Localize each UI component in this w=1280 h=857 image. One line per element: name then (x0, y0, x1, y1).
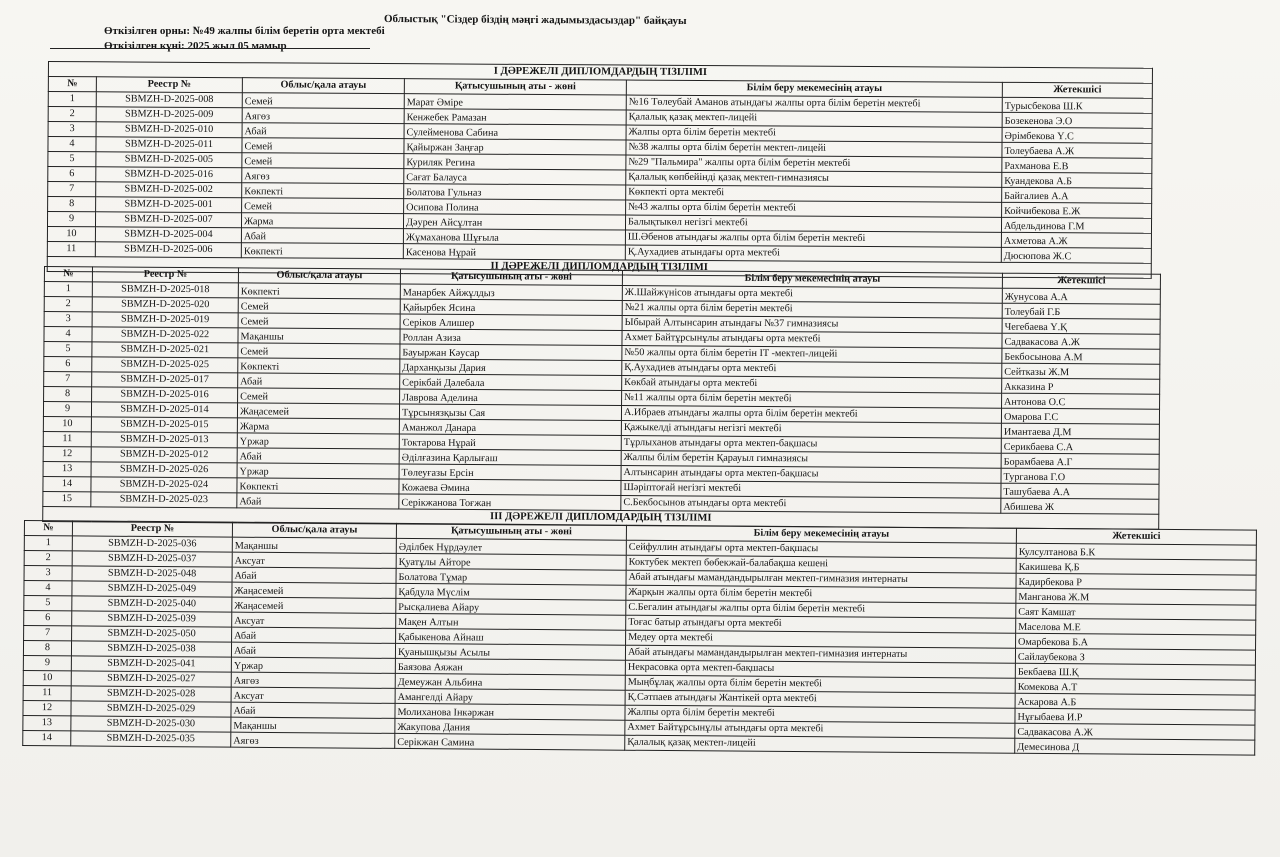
supervisor-name: Бозекенова Э.О (1002, 112, 1152, 128)
column-header-region: Облыс/қала атауы (242, 78, 404, 94)
region-name: Семей (238, 298, 400, 314)
registry-number: SBMZH-D-2025-028 (71, 686, 231, 702)
supervisor-name: Садвакасова А.Ж (1015, 723, 1255, 740)
supervisor-name: Куандекова А.Б (1002, 172, 1152, 188)
school-name: А.Ибраев атындағы жалпы орта білім беретін мектебі (621, 406, 1001, 424)
registry-number: SBMZH-D-2025-011 (96, 137, 242, 153)
row-number: 6 (44, 357, 92, 372)
school-name: Абай атындағы мамандандырылған мектеп-гимназия интернаты (626, 570, 1016, 588)
row-number: 4 (48, 137, 96, 152)
registry-number: SBMZH-D-2025-049 (72, 581, 232, 597)
school-name: Қажыкелді атындағы негізгі мектебі (621, 421, 1001, 439)
school-name: №11 жалпы орта білім беретін мектебі (622, 391, 1002, 409)
region-name: Мақаншы (238, 328, 400, 344)
school-name: Сейфуллин атындағы орта мектеп-бақшасы (626, 540, 1016, 558)
participant-name: Демеужан Альбина (395, 673, 625, 690)
column-header-number: № (24, 521, 72, 536)
document-title: Облыстық "Сіздер біздің мәңгі жадымыздасыздар" байқауы (384, 12, 687, 28)
region-name: Көкпекті (242, 183, 404, 199)
registry-number: SBMZH-D-2025-019 (92, 312, 238, 328)
participant-name: Молиханова Інкәржан (395, 703, 625, 720)
region-name: Көкпекті (238, 358, 400, 374)
participant-name: Манарбек Айжұлдыз (400, 284, 622, 301)
registry-number: SBMZH-D-2025-010 (96, 122, 242, 138)
header-underline (50, 48, 370, 49)
participant-name: Сағат Балауса (404, 169, 626, 185)
column-header-school: Білім беру мекемесінің атауы (622, 271, 1002, 289)
diploma-table-second-degree (42, 266, 1161, 530)
supervisor-name: Турысбекова Ш.К (1002, 97, 1152, 113)
registry-number: SBMZH-D-2025-001 (96, 197, 242, 213)
school-name: №16 Төлеубай Аманов атындағы жалпы орта білім беретін мектебі (626, 95, 1002, 112)
participant-name: Тұрсынязқызы Сая (399, 404, 621, 421)
school-name: Ахмет Байтұрсынұлы атындағы орта мектебі (625, 720, 1015, 738)
participant-name: Болатова Гульназ (404, 184, 626, 200)
region-name: Үржар (237, 463, 399, 479)
diploma-table-third-degree (22, 520, 1257, 756)
row-number: 15 (43, 491, 91, 506)
supervisor-name: Рахманова Е.В (1002, 157, 1152, 173)
row-number: 1 (24, 536, 72, 551)
column-header-participant: Қатысушының аты - жөні (400, 269, 622, 286)
supervisor-name: Серикбаева С.А (1001, 438, 1159, 454)
row-number: 5 (44, 342, 92, 357)
supervisor-name: Жунусова А.А (1002, 288, 1160, 304)
supervisor-name: Сейтказы Ж.М (1002, 363, 1160, 379)
registry-number: SBMZH-D-2025-026 (91, 462, 237, 478)
region-name: Мақаншы (232, 537, 396, 553)
row-number: 10 (23, 670, 71, 685)
participant-name: Роллан Азиза (400, 329, 622, 346)
column-header-supervisor: Жетекшісі (1002, 273, 1160, 289)
supervisor-name: Байгалиев А.А (1002, 187, 1152, 203)
row-number: 1 (48, 92, 96, 107)
row-number: 5 (24, 596, 72, 611)
registry-number: SBMZH-D-2025-015 (91, 417, 237, 433)
school-name: Қ.Аухадиев атындағы орта мектебі (625, 245, 1001, 262)
supervisor-name: Маселова М.Е (1016, 618, 1256, 635)
supervisor-name: Комекова А.Т (1015, 678, 1255, 695)
region-name: Семей (242, 93, 404, 109)
participant-name: Жұмаханова Шұғыла (403, 229, 625, 245)
registry-number: SBMZH-D-2025-022 (92, 327, 238, 343)
region-name: Жарма (241, 213, 403, 229)
registry-number: SBMZH-D-2025-023 (91, 492, 237, 508)
row-number: 9 (43, 402, 91, 417)
supervisor-name: Бекбаева Ш.Қ (1015, 663, 1255, 680)
supervisor-name: Чегебаева Ү.Қ (1002, 318, 1160, 334)
supervisor-name: Ташубаева А.А (1001, 483, 1159, 499)
school-name: Жалпы орта білім беретін мектебі (625, 705, 1015, 723)
column-header-registry: Реестр № (96, 77, 242, 93)
school-name: Коктубек мектеп бөбекжай-балабақша кешені (626, 555, 1016, 573)
registry-number: SBMZH-D-2025-039 (72, 611, 232, 627)
region-name: Абай (242, 123, 404, 139)
region-name: Семей (238, 343, 400, 359)
supervisor-name: Антонова О.С (1002, 393, 1160, 409)
participant-name: Әділғазина Қарлығаш (399, 449, 621, 466)
region-name: Семей (238, 313, 400, 329)
region-name: Үржар (237, 433, 399, 449)
school-name: Медеу орта мектебі (626, 630, 1016, 648)
row-number: 5 (48, 152, 96, 167)
region-name: Семей (238, 388, 400, 404)
row-number: 11 (43, 431, 91, 446)
supervisor-name: Койчибекова Е.Ж (1002, 202, 1152, 218)
school-name: Ахмет Байтұрсынұлы атындағы орта мектебі (622, 331, 1002, 349)
row-number: 6 (24, 611, 72, 626)
region-name: Абай (237, 448, 399, 464)
registry-number: SBMZH-D-2025-037 (72, 551, 232, 567)
row-number: 11 (47, 241, 95, 256)
school-name: Жалпы білім беретін Қарауыл гимназиясы (621, 451, 1001, 469)
school-name: Жалпы орта білім беретін мектебі (626, 125, 1002, 142)
region-name: Аксуат (232, 612, 396, 628)
registry-number: SBMZH-D-2025-016 (92, 387, 238, 403)
registry-number: SBMZH-D-2025-002 (96, 182, 242, 198)
registry-number: SBMZH-D-2025-009 (96, 107, 242, 123)
school-name: Некрасовка орта мектеп-бақшасы (625, 660, 1015, 678)
region-name: Үржар (231, 657, 395, 673)
region-name: Көкпекті (238, 283, 400, 299)
participant-name: Серікбай Дәлебала (400, 374, 622, 391)
school-name: Көкпекті орта мектебі (626, 185, 1002, 202)
supervisor-name: Садвакасова А.Ж (1002, 333, 1160, 349)
participant-name: Серіков Алишер (400, 314, 622, 331)
registry-number: SBMZH-D-2025-018 (92, 282, 238, 298)
registry-number: SBMZH-D-2025-021 (92, 342, 238, 358)
supervisor-name: Толеубай Г.Б (1002, 303, 1160, 319)
registry-number: SBMZH-D-2025-050 (72, 626, 232, 642)
section-title: І ДӘРЕЖЕЛІ ДИПЛОМДАРДЫҢ ТІЗІЛІМІ (48, 62, 1152, 84)
supervisor-name: Толеубаева А.Ж (1002, 142, 1152, 158)
school-name: Ш.Әбенов атындағы жалпы орта білім беретін мектебі (625, 230, 1001, 247)
registry-number: SBMZH-D-2025-004 (95, 227, 241, 243)
row-number: 14 (43, 476, 91, 491)
row-number: 10 (47, 226, 95, 241)
supervisor-name: Нұғыбаева И.Р (1015, 708, 1255, 725)
participant-name: Қайыржан Заңғар (404, 139, 626, 155)
registry-number: SBMZH-D-2025-030 (71, 716, 231, 732)
registry-number: SBMZH-D-2025-012 (91, 447, 237, 463)
supervisor-name: Аскарова А.Б (1015, 693, 1255, 710)
column-header-participant: Қатысушының аты - жөні (396, 523, 626, 540)
participant-name: Қайырбек Ясина (400, 299, 622, 316)
venue-line: Өткізілген орны: №49 жалпы білім беретін орта мектебі (104, 25, 385, 37)
registry-number: SBMZH-D-2025-029 (71, 701, 231, 717)
row-number: 9 (47, 212, 95, 227)
column-header-region: Облыс/қала атауы (232, 522, 396, 538)
supervisor-name: Абишева Ж (1001, 498, 1159, 514)
column-header-number: № (48, 77, 96, 92)
row-number: 2 (24, 551, 72, 566)
region-name: Аягөз (242, 168, 404, 184)
region-name: Семей (242, 153, 404, 169)
school-name: Ж.Шайжүнісов атындағы орта мектебі (622, 286, 1002, 304)
supervisor-name: Бекбосынова А.М (1002, 348, 1160, 364)
registry-number: SBMZH-D-2025-005 (96, 152, 242, 168)
registry-number: SBMZH-D-2025-016 (96, 167, 242, 183)
registry-number: SBMZH-D-2025-006 (95, 242, 241, 258)
region-name: Көкпекті (241, 243, 403, 259)
participant-name: Аманжол Данара (399, 419, 621, 436)
supervisor-name: Какишева Қ.Б (1016, 558, 1256, 575)
registry-number: SBMZH-D-2025-041 (71, 656, 231, 672)
school-name: Абай атындағы мамандандырылған мектеп-гимназия интернаты (625, 645, 1015, 663)
region-name: Абай (231, 702, 395, 718)
region-name: Жаңасемей (232, 582, 396, 598)
supervisor-name: Кулсултанова Б.К (1016, 543, 1256, 560)
supervisor-name: Имантаева Д.М (1001, 423, 1159, 439)
region-name: Жаңасемей (232, 597, 396, 613)
registry-number: SBMZH-D-2025-038 (71, 641, 231, 657)
participant-name: Бауыржан Кәусар (400, 344, 622, 361)
school-name: Қ.Аухадиев атындағы орта мектебі (622, 361, 1002, 379)
table-body (47, 62, 1152, 279)
participant-name: Дарханқызы Дария (400, 359, 622, 376)
row-number: 7 (48, 182, 96, 197)
row-number: 7 (44, 372, 92, 387)
registry-number: SBMZH-D-2025-020 (92, 297, 238, 313)
school-name: Алтынсарин атындағы орта мектеп-бақшасы (621, 466, 1001, 484)
row-number: 1 (44, 282, 92, 297)
participant-name: Кожаева Әмина (399, 479, 621, 496)
school-name: Тоғас батыр атындағы орта мектебі (626, 615, 1016, 633)
region-name: Семей (242, 198, 404, 214)
section-title: ІІ ДӘРЕЖЕЛІ ДИПЛОМДАРДЫҢ ТІЗІЛІМІ (47, 256, 1151, 278)
row-number: 2 (44, 297, 92, 312)
diploma-table-first-degree (47, 61, 1153, 279)
section-title: ІІІ ДӘРЕЖЕЛІ ДИПЛОМДАРДЫҢ ТІЗІЛІМІ (43, 506, 1159, 529)
participant-name: Қуанышқызы Асылы (395, 643, 625, 660)
registry-number: SBMZH-D-2025-036 (72, 536, 232, 552)
region-name: Аягөз (231, 732, 395, 748)
registry-number: SBMZH-D-2025-040 (72, 596, 232, 612)
supervisor-name: Абдельдинова Г.М (1001, 217, 1151, 233)
row-number: 8 (23, 641, 71, 656)
school-name: Қалалық қазақ мектеп-лицейі (625, 735, 1015, 753)
participant-name: Амангелді Айару (395, 688, 625, 705)
row-number: 12 (23, 700, 71, 715)
participant-name: Марат Әміре (404, 94, 626, 110)
participant-name: Баязова Аяжан (395, 658, 625, 675)
row-number: 13 (23, 715, 71, 730)
school-name: Мыңбұлақ жалпы орта білім беретін мектебі (625, 675, 1015, 693)
region-name: Семей (242, 138, 404, 154)
row-number: 3 (44, 312, 92, 327)
region-name: Абай (241, 228, 403, 244)
registry-number: SBMZH-D-2025-024 (91, 477, 237, 493)
row-number: 4 (44, 327, 92, 342)
supervisor-name: Омарова Г.С (1001, 408, 1159, 424)
column-header-school: Білім беру мекемесінің атауы (626, 80, 1002, 97)
school-name: С.Бегалин атындағы жалпы орта білім беретін мектебі (626, 600, 1016, 618)
column-header-participant: Қатысушының аты - жөні (404, 79, 626, 95)
column-header-school: Білім беру мекемесінің атауы (626, 525, 1016, 543)
supervisor-name: Турганова Г.О (1001, 468, 1159, 484)
supervisor-name: Әрімбекова Ү.С (1002, 127, 1152, 143)
school-name: Қалалық көпбейінді қазақ мектеп-гимназиясы (626, 170, 1002, 187)
region-name: Жаңасемей (237, 403, 399, 419)
region-name: Абай (238, 373, 400, 389)
supervisor-name: Ахметова А.Ж (1001, 232, 1151, 248)
school-name: Ыбырай Алтынсарин атындағы №37 гимназиясы (622, 316, 1002, 334)
registry-number: SBMZH-D-2025-017 (92, 372, 238, 388)
supervisor-name: Сайлаубекова З (1015, 648, 1255, 665)
registry-number: SBMZH-D-2025-008 (96, 92, 242, 108)
registry-number: SBMZH-D-2025-035 (71, 731, 231, 747)
participant-name: Сулейменова Сабина (404, 124, 626, 140)
participant-name: Кенжебек Рамазан (404, 109, 626, 125)
registry-number: SBMZH-D-2025-007 (95, 212, 241, 228)
school-name: Тұрлыханов атындағы орта мектеп-бақшасы (621, 436, 1001, 454)
row-number: 13 (43, 461, 91, 476)
row-number: 3 (24, 566, 72, 581)
region-name: Абай (232, 627, 396, 643)
registry-number: SBMZH-D-2025-048 (72, 566, 232, 582)
region-name: Аягөз (242, 108, 404, 124)
participant-name: Серікжанова Тоғжан (399, 494, 621, 511)
region-name: Абай (231, 642, 395, 658)
region-name: Жарма (237, 418, 399, 434)
school-name: Балықтыкөл негізгі мектебі (625, 215, 1001, 232)
school-name: №21 жалпы орта білім беретін мектебі (622, 301, 1002, 319)
row-number: 8 (44, 387, 92, 402)
school-name: Жарқын жалпы орта білім беретін мектебі (626, 585, 1016, 603)
row-number: 12 (43, 446, 91, 461)
participant-name: Қабдула Мүслім (396, 583, 626, 600)
region-name: Көкпекті (237, 478, 399, 494)
school-name: №43 жалпы орта білім беретін мектебі (626, 200, 1002, 217)
registry-number: SBMZH-D-2025-014 (91, 402, 237, 418)
school-name: Шәріптоғай негізгі мектебі (621, 481, 1001, 499)
date-line: Өткізілген күні: 2025 жыл 05 мамыр (104, 40, 287, 52)
participant-name: Жакупова Дания (395, 718, 625, 735)
column-header-supervisor: Жетекшісі (1016, 528, 1256, 545)
row-number: 3 (48, 122, 96, 137)
column-header-registry: Реестр № (92, 267, 238, 283)
school-name: Қалалық қазақ мектеп-лицейі (626, 110, 1002, 127)
participant-name: Серікжан Самина (395, 733, 625, 750)
region-name: Аксуат (232, 552, 396, 568)
participant-name: Болатова Тұмар (396, 568, 626, 585)
school-name: №29 "Пальмира" жалпы орта білім беретін мектебі (626, 155, 1002, 172)
school-name: №38 жалпы орта білім беретін мектеп-лицейі (626, 140, 1002, 157)
column-header-supervisor: Жетекшісі (1002, 82, 1152, 98)
row-number: 4 (24, 581, 72, 596)
participant-name: Дәурен Айсұлтан (403, 214, 625, 230)
participant-name: Куриляк Регина (404, 154, 626, 170)
participant-name: Төлеуғазы Ерсін (399, 464, 621, 481)
registry-number: SBMZH-D-2025-027 (71, 671, 231, 687)
region-name: Абай (237, 493, 399, 509)
region-name: Мақаншы (231, 717, 395, 733)
participant-name: Қабыкенова Айнаш (396, 628, 626, 645)
supervisor-name: Дюсюпова Ж.С (1001, 247, 1151, 263)
column-header-number: № (44, 267, 92, 282)
participant-name: Қуатұлы Айторе (396, 553, 626, 570)
row-number: 6 (48, 167, 96, 182)
registry-number: SBMZH-D-2025-025 (92, 357, 238, 373)
supervisor-name: Кадирбекова Р (1016, 573, 1256, 590)
school-name: Қ.Сәтпаев атындағы Жантікей орта мектебі (625, 690, 1015, 708)
participant-name: Осипова Полина (404, 199, 626, 215)
school-name: Көкбай атындағы орта мектебі (622, 376, 1002, 394)
row-number: 9 (23, 655, 71, 670)
participant-name: Рысқалиева Айару (396, 598, 626, 615)
supervisor-name: Саят Камшат (1016, 603, 1256, 620)
school-name: С.Бекбосынов атындағы орта мектебі (621, 496, 1001, 514)
participant-name: Токтарова Нұрай (399, 434, 621, 451)
table-body (43, 267, 1161, 530)
region-name: Аксуат (231, 687, 395, 703)
row-number: 11 (23, 685, 71, 700)
column-header-registry: Реестр № (72, 521, 232, 537)
supervisor-name: Борамбаева А.Г (1001, 453, 1159, 469)
region-name: Абай (232, 567, 396, 583)
participant-name: Лаврова Аделина (400, 389, 622, 406)
supervisor-name: Омарбекова Б.А (1016, 633, 1256, 650)
row-number: 8 (48, 197, 96, 212)
supervisor-name: Демесинова Д (1015, 738, 1255, 755)
participant-name: Әділбек Нұрдәулет (396, 538, 626, 555)
row-number: 2 (48, 107, 96, 122)
registry-number: SBMZH-D-2025-013 (91, 432, 237, 448)
row-number: 7 (24, 626, 72, 641)
row-number: 10 (43, 416, 91, 431)
supervisor-name: Манганова Ж.М (1016, 588, 1256, 605)
supervisor-name: Акказина Р (1002, 378, 1160, 394)
row-number: 14 (23, 730, 71, 745)
participant-name: Касенова Нұрай (403, 244, 625, 260)
participant-name: Мақен Алтын (396, 613, 626, 630)
column-header-region: Облыс/қала атауы (238, 268, 400, 284)
school-name: №50 жалпы орта білім беретін IT -мектеп-лицейі (622, 346, 1002, 364)
table-body (23, 521, 1257, 756)
region-name: Аягөз (231, 672, 395, 688)
